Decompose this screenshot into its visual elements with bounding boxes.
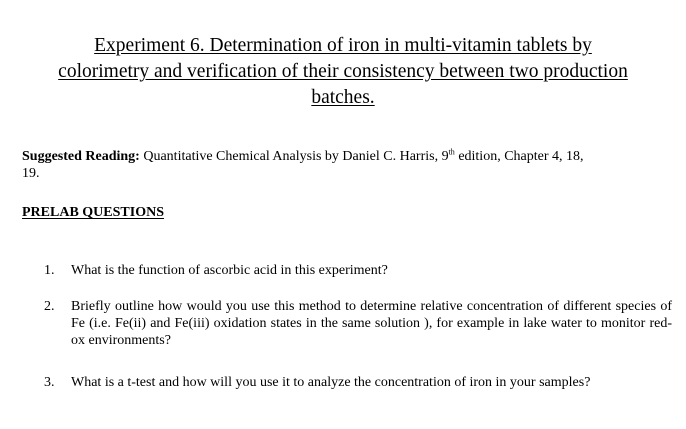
question-number: 1. (44, 263, 55, 278)
suggested-reading (22, 148, 668, 182)
suggested-reading-label: Suggested Reading: (22, 149, 140, 164)
title-line-1: Experiment 6. Determination of iron in multi-vitamin tablets by (94, 35, 592, 56)
question-number: 2. (44, 299, 55, 314)
suggested-reading-text-after: edition, Chapter 4, 18, (454, 149, 584, 164)
document-title (20, 33, 666, 111)
question-text: What is a t-test and how will you use it to analyze the concentration of iron in your samples? (71, 375, 591, 390)
question-item (44, 298, 672, 349)
prelab-heading: PRELAB QUESTIONS (22, 205, 164, 220)
suggested-reading-continuation: 19. (22, 166, 40, 181)
question-number: 3. (44, 375, 55, 390)
question-item (44, 374, 672, 391)
edition-superscript: th (448, 147, 455, 157)
question-text: What is the function of ascorbic acid in this experiment? (71, 263, 388, 278)
question-text: Briefly outline how would you use this method to determine relative concentration of different species of Fe (i.e. Fe(ii) and Fe(iii) oxidation states in the same solution ), for example in lake water to monitor red-ox environments? (71, 299, 672, 348)
title-line-3: batches. (311, 87, 375, 108)
suggested-reading-text: Quantitative Chemical Analysis by Daniel C. Harris, 9 (139, 149, 449, 164)
question-item (44, 262, 672, 279)
title-line-2: colorimetry and verification of their consistency between two production (58, 61, 628, 82)
